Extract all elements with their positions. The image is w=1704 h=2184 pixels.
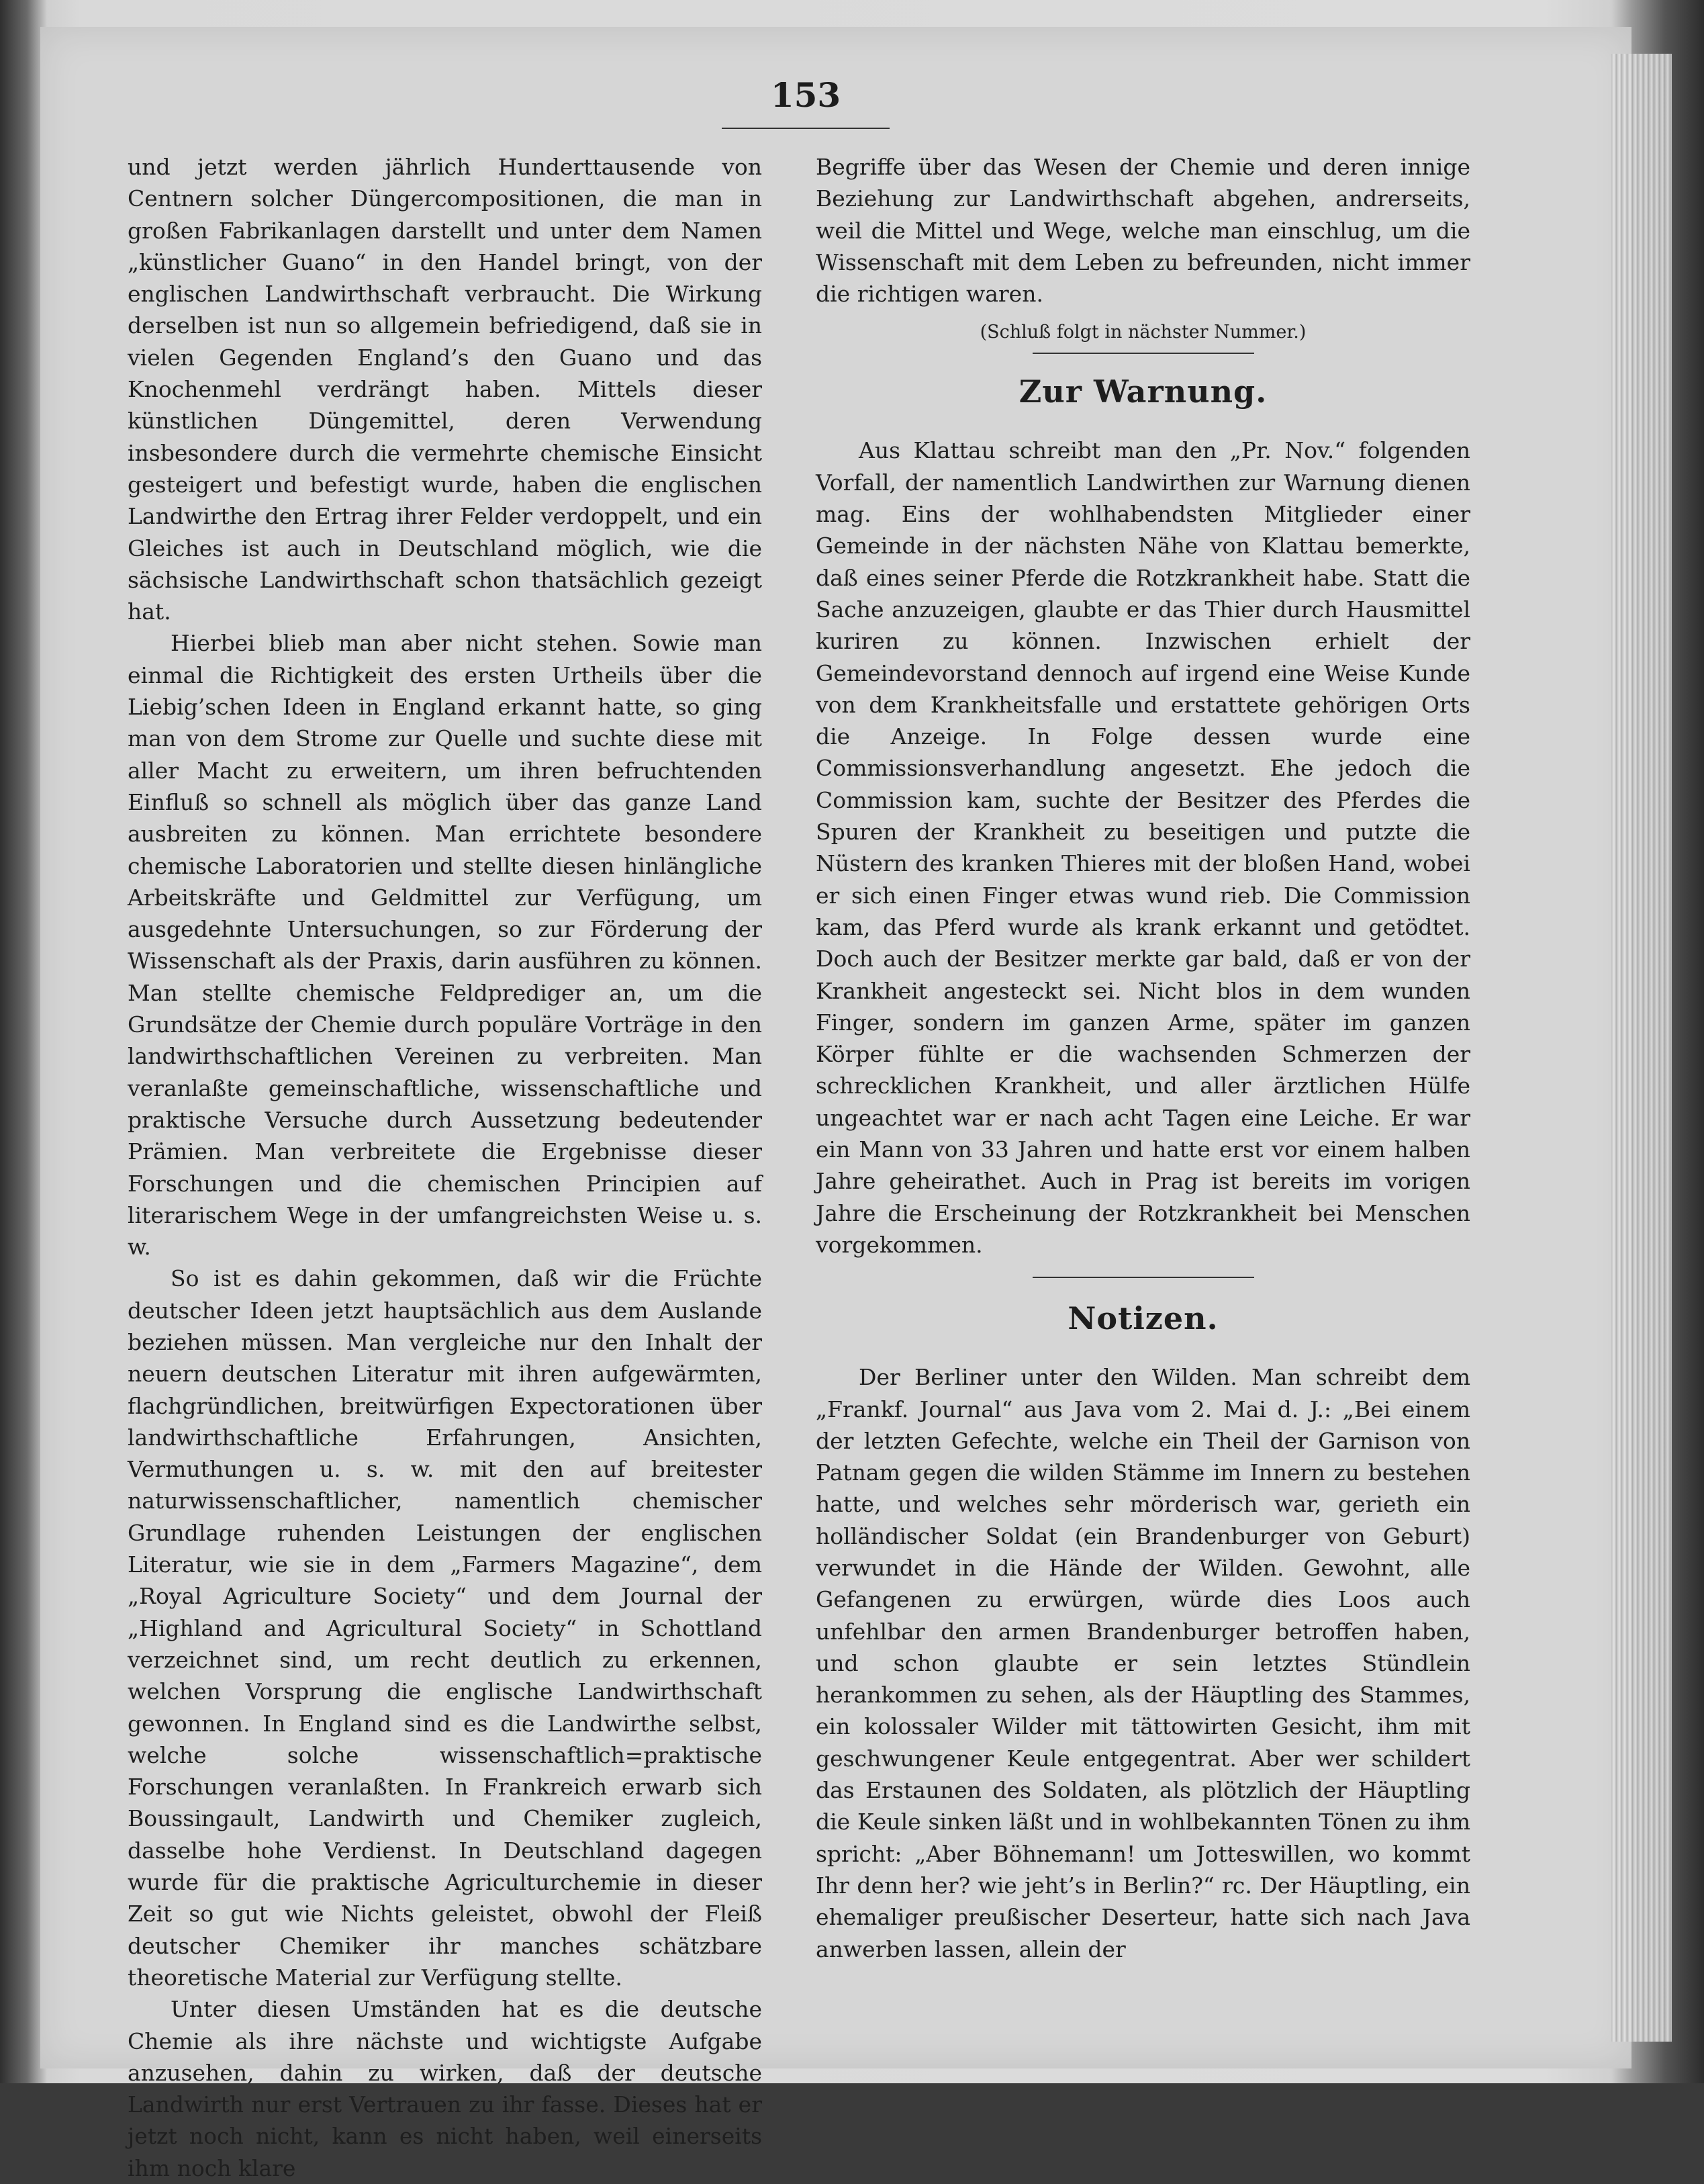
notizen-paragraph: Der Berliner unter den Wilden. Man schreibt dem „Frankf. Journal“ aus Java vom 2. Mai d. J.: „Bei einem der letzten Gefechte, welche ein Theil der Garnison von Patnam gegen die wilden Stämme im Innern zu bestehen hatte, und welches sehr mörderisch war, gerieth ein holländischer Soldat (ein Brandenburger von Geburt) verwundet in die Hände der Wilden. Gewohnt, alle Gefangenen zu erwürgen, würde dies Loos auch unfehlbar den armen Brandenburger betroffen haben, und schon glaubte er sein letztes Stündlein herankommen zu sehen, als der Häuptling des Stammes, ein kolossaler Wilder mit tättowirten Gesicht, ihm mit geschwungener Keule entgegentrat. Aber wer schildert das Erstaunen des Soldaten, als plötzlich der Häuptling die Keule sinken läßt und in wohlbekannten Tönen zu ihm spricht: „Aber Böhnemann! um Jotteswillen, wo kommt Ihr denn her? wie jeht’s in Berlin?“ rc. Der Häuptling, ein ehemaliger preußischer Deserteur, hatte sich nach Java anwerben lassen, allein der	[816, 1364, 1470, 1962]
heading-zur-warnung: Zur Warnung.	[1019, 373, 1268, 410]
section-divider-1	[1033, 353, 1254, 354]
paragraph-2: Hierbei blieb man aber nicht stehen. Sowie man einmal die Richtigkeit des ersten Urtheils über die Liebig’schen Ideen in England erkannt hatte, so ging man von dem Strome zur Quelle und suchte diese mit aller Macht zu erweitern, um ihren befruchtenden Einfluß so schnell als möglich über das ganze Land ausbreiten zu können. Man errichtete besondere chemische Laboratorien und stellte diesen hinlängliche Arbeitskräfte und Geldmittel zur Verfügung, um ausgedehnte Untersuchungen, so zur Förderung der Wissenschaft als der Praxis, darin ausführen zu können. Man stellte chemische Feldprediger an, um die Grundsätze der Chemie durch populäre Vorträge in den landwirthschaftlichen Vereinen zu verbreiten. Man veranlaßte gemeinschaftliche, wissenschaftliche und praktische Versuche durch Aussetzung bedeutender Prämien. Man verbreitete die Ergebnisse dieser Forschungen und die chemischen Principien auf literarischem Wege in der umfangreichsten Weise u. s. w.	[128, 630, 762, 1261]
continued-note: (Schluß folgt in nächster Nummer.)	[980, 322, 1307, 343]
paragraph-1: und jetzt werden jährlich Hunderttausende von Centnern solcher Düngercompositionen, die man in großen Fabrikanlagen darstellt und unter dem Namen „künstlicher Guano“ in den Handel bringt, von der englischen Landwirthschaft verbraucht. Die Wirkung derselben ist nun so allgemein befriedigend, daß sie in vielen Gegenden England’s den Guano und das Knochenmehl verdrängt haben. Mittels dieser künstlichen Düngemittel, deren Verwendung insbesondere durch die vermehrte chemische Einsicht gesteigert und befestigt wurde, haben die englischen Landwirthe den Ertrag ihrer Felder verdoppelt, und ein Gleiches ist auch in Deutschland möglich, wie die sächsische Landwirthschaft schon thatsächlich gezeigt hat.	[128, 154, 762, 625]
heading-notizen: Notizen.	[1068, 1300, 1219, 1337]
page-number-rule	[722, 128, 890, 129]
page-edges	[1611, 54, 1672, 2042]
continued-paragraph: Begriffe über das Wesen der Chemie und deren innige Beziehung zur Landwirthschaft abgehen, andrerseits, weil die Mittel und Wege, welche man einschlug, um die Wissenschaft mit dem Leben zu befreunden, nicht immer die richtigen waren.	[816, 154, 1470, 308]
section-divider-2	[1033, 1277, 1254, 1278]
page-number: 153	[770, 75, 841, 115]
paragraph-3: So ist es dahin gekommen, daß wir die Früchte deutscher Ideen jetzt hauptsächlich aus dem Auslande beziehen müssen. Man vergleiche nur den Inhalt der neuern deutschen Literatur mit ihren aufgewärmten, flachgründlichen, breitwürfigen Expectorationen über landwirthschaftliche Erfahrungen, Ansichten, Vermuthungen u. s. w. mit den auf breitester naturwissenschaftlicher, namentlich chemischer Grundlage ruhenden Leistungen der englischen Literatur, wie sie in dem „Farmers Magazine“, dem „Royal Agriculture Society“ und dem Journal der „Highland and Agricultural Society“ in Schottland verzeichnet sind, um recht deutlich zu erkennen, welchen Vorsprung die englische Landwirthschaft gewonnen. In England sind es die Landwirthe selbst, welche solche wissenschaftlich=praktische Forschungen veranlaßten. In Frankreich erwarb sich Boussingault, Landwirth und Chemiker zugleich, dasselbe hohe Verdienst. In Deutschland dagegen wurde für die praktische Agriculturchemie in dieser Zeit so gut wie Nichts geleistet, obwohl der Fleiß deutscher Chemiker ihr manches schätzbare theoretische Material zur Verfügung stellte.	[128, 1265, 762, 1991]
right-column	[816, 151, 1470, 1965]
paragraph-4: Unter diesen Umständen hat es die deutsche Chemie als ihre nächste und wichtigste Aufgabe anzusehen, dahin zu wirken, daß der deutsche Landwirth nur erst Vertrauen zu ihr fasse. Dieses hat er jetzt noch nicht, kann es nicht haben, weil einerseits ihm noch klare	[128, 1996, 762, 2181]
warnung-paragraph: Aus Klattau schreibt man den „Pr. Nov.“ folgenden Vorfall, der namentlich Landwirthen zur Warnung dienen mag. Eins der wohlhabendsten Mitglieder einer Gemeinde in der nächsten Nähe von Klattau bemerkte, daß eines seiner Pferde die Rotzkrankheit habe. Statt die Sache anzuzeigen, glaubte er das Thier durch Hausmittel kuriren zu können. Inzwischen erhielt der Gemeindevorstand dennoch auf irgend eine Weise Kunde von dem Krankheitsfalle und erstattete gehörigen Orts die Anzeige. In Folge dessen wurde eine Commissionsverhandlung angesetzt. Ehe jedoch die Commission kam, suchte der Besitzer des Pferdes die Spuren der Krankheit zu beseitigen und putzte die Nüstern des kranken Thieres mit der bloßen Hand, wobei er sich einen Finger etwas wund rieb. Die Commission kam, das Pferd wurde als krank erkannt und getödtet. Doch auch der Besitzer merkte gar bald, daß er von der Krankheit angesteckt sei. Nicht blos in dem wunden Finger, sondern im ganzen Arme, später im ganzen Körper fühlte er die wachsenden Schmerzen der schrecklichen Krankheit, und aller ärztlichen Hülfe ungeachtet war er nach acht Tagen eine Leiche. Er war ein Mann von 33 Jahren und hatte erst vor einem halben Jahre geheirathet. Auch in Prag ist bereits im vorigen Jahre die Erscheinung der Rotzkrankheit bei Menschen vorgekommen.	[816, 437, 1470, 1258]
left-column	[128, 151, 762, 2184]
